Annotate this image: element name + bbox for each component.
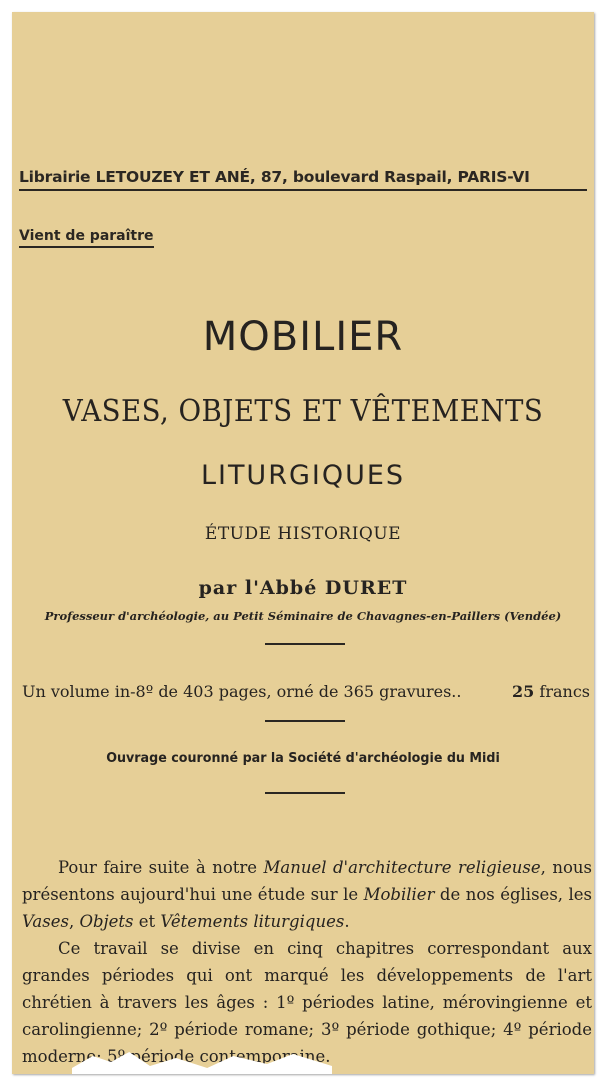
volume-description: Un volume in-8º de 403 pages, orné de 365 gravures.. xyxy=(22,682,462,701)
price-amount: 25 xyxy=(512,682,535,701)
award-line: Ouvrage couronné par la Société d'archéologie du Midi xyxy=(106,750,500,766)
paragraph-2: Ce travail se divise en cinq chapitres correspondant aux grandes périodes qui ont marqué les développements de l'art chrétien à travers les âges : 1º périodes latine, mérovingienne et carolingienne; 2º période romane; 3º période gothique; 4º période moderne; 5º période contemporaine. xyxy=(22,939,592,1066)
author: par l'Abbé DURET xyxy=(198,577,408,599)
price-unit: francs xyxy=(539,682,590,701)
author-affiliation: Professeur d'archéologie, au Petit Séminaire de Chavagnes-en-Paillers (Vendée) xyxy=(44,609,562,623)
text-run: et xyxy=(133,912,161,931)
text-run: , nous présentons aujourd'hui une étude sur le xyxy=(22,858,592,904)
vient-de-paraitre-label: Vient de paraître xyxy=(19,228,154,248)
text-run-italic: Objets xyxy=(79,912,134,931)
text-run: de nos églises, les xyxy=(434,885,593,904)
text-run-italic: Manuel d'architecture religieuse xyxy=(263,858,541,877)
title-vases: VASES, OBJETS ET VÊTEMENTS xyxy=(62,394,544,429)
divider xyxy=(265,792,345,794)
subtitle-etude: ÉTUDE HISTORIQUE xyxy=(204,524,402,544)
document-page xyxy=(12,12,594,1074)
text-run-italic: Vases xyxy=(22,912,69,931)
text-run: . xyxy=(344,912,350,931)
body-text xyxy=(22,854,592,1070)
paragraph-1 xyxy=(22,854,592,935)
text-run: , xyxy=(68,912,80,931)
text-run-italic: Vêtements liturgiques xyxy=(160,912,345,931)
volume-line xyxy=(22,682,590,701)
publisher-header: Librairie LETOUZEY ET ANÉ, 87, boulevard Raspail, PARIS-VI xyxy=(19,168,587,191)
title-liturgiques: LITURGIQUES xyxy=(200,460,406,491)
divider xyxy=(265,643,345,645)
divider xyxy=(265,720,345,722)
title-mobilier: MOBILIER xyxy=(202,314,404,360)
text-run: Pour faire suite à notre xyxy=(58,858,264,877)
text-run-italic: Mobilier xyxy=(363,885,435,904)
price xyxy=(512,682,590,701)
